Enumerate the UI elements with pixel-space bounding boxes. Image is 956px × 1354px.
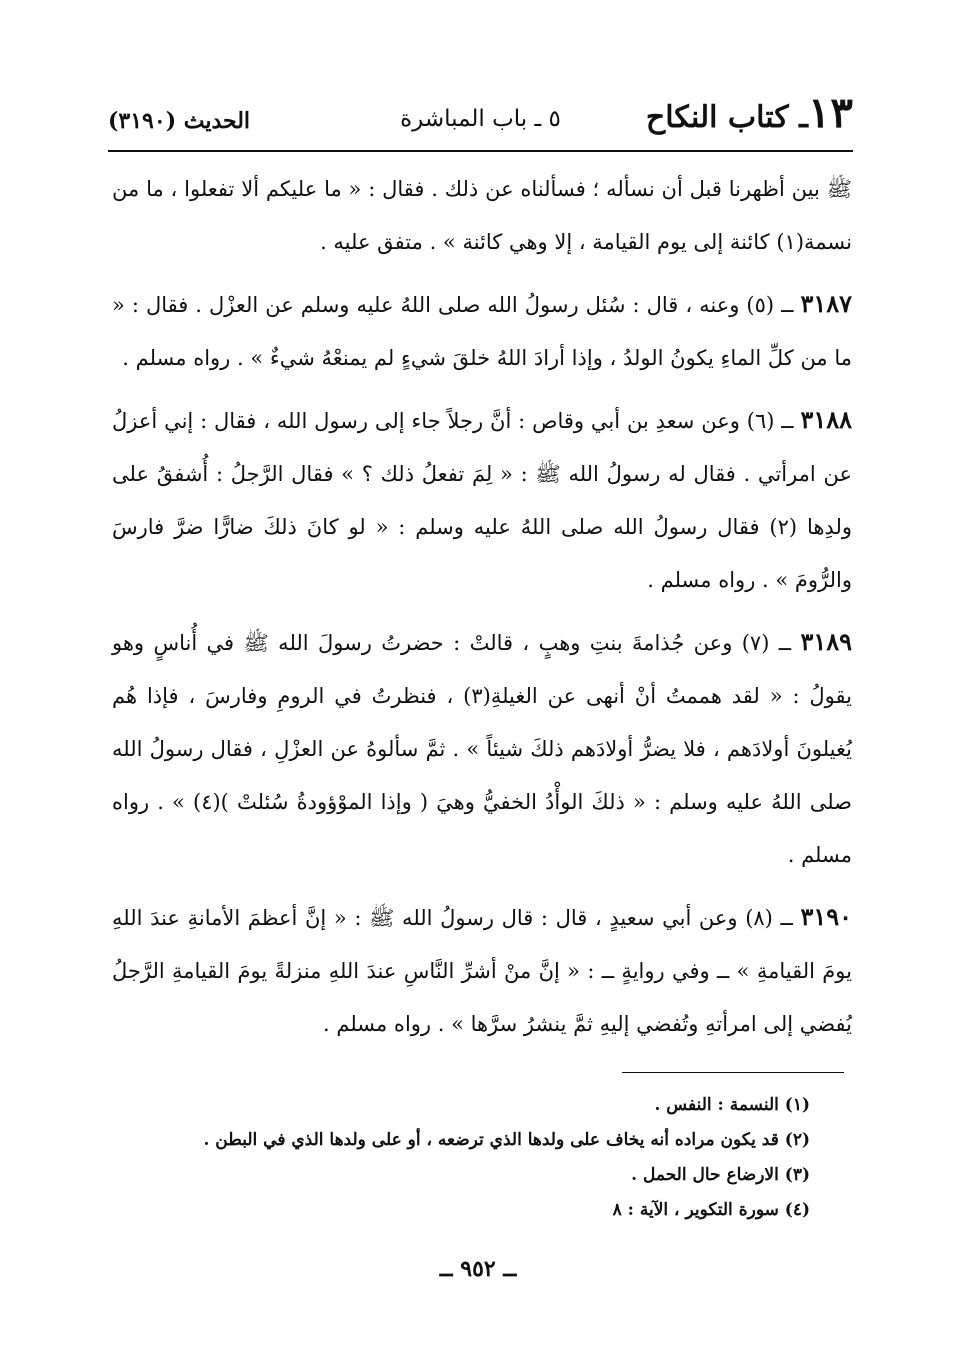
header-divider: [108, 150, 853, 152]
footnotes: [150, 1088, 810, 1228]
hadith-number: ٣١٨٨: [800, 405, 852, 434]
chapter-number: ١٣: [807, 88, 853, 137]
footnote-item: (٢) قد يكون مراده أنه يخاف على ولدها الذي ترضعه ، أو على ولدها الذي في البطن .: [203, 1130, 810, 1150]
page-header: [108, 88, 853, 150]
section-title: ٥ ـ باب المباشرة: [400, 106, 561, 132]
hadith-range: الحديث (٣١٩٠): [108, 108, 251, 134]
chapter-title: ـ كتاب النكاح: [645, 100, 808, 135]
footnote-item: (٣) الارضاع حال الحمل .: [631, 1165, 810, 1185]
footnote-divider: [622, 1072, 844, 1073]
hadith-number: ٣١٩٠: [800, 902, 852, 931]
paragraph-text: ــ (٨) وعن أبي سعيدٍ ، قال : قال رسولُ الله ﷺ : « إنَّ أعظمَ الأمانةِ عندَ اللهِ يومَ القيامةِ » ــ وفي روايةٍ ــ : « إنَّ منْ أشرِّ النَّاسِ عندَ اللهِ منزلةً يومَ القيامةِ الرَّجلُ يُفضي إلى امرأتهِ وتُفضي إليهِ ثمَّ ينشرُ سرَّها » . رواه مسلم .: [112, 906, 852, 1036]
footnote-item: (٤) سورة التكوير ، الآية : ٨: [612, 1200, 810, 1220]
main-text: [112, 163, 852, 1059]
footnote-item: (١) النسمة : النفس .: [654, 1095, 810, 1115]
hadith-number: ٣١٨٩: [800, 627, 852, 656]
hadith-3187: [112, 277, 852, 385]
paragraph-continuation: [112, 163, 852, 269]
paragraph-text: ــ (٧) وعن جُذامةَ بنتِ وهبٍ ، قالتْ : حضرتُ رسولَ الله ﷺ في أُناسٍ وهو يقولُ : « لقد هممتُ أنْ أنهى عن الغيلةِ(٣) ، فنظرتُ في الرومِ وفارسَ ، فإذا هُم يُغيلونَ أولادَهم ، فلا يضرُّ أولادَهم ذلكَ شيئاً » . ثمَّ سألوهُ عن العزْلِ ، فقال رسولُ الله صلى اللهُ عليه وسلم : « ذلكَ الوأْدُ الخفيُّ وهيَ ( وإذا الموْؤودةُ سُئلتْ )(٤) » . رواه مسلم .: [112, 631, 852, 867]
hadith-3190: [112, 890, 852, 1051]
paragraph-text: ﷺ بين أظهرنا قبل أن نسأله ؛ فسألناه عن ذلك . فقال : « ما عليكم ألا تفعلوا ، ما من نسمة(١) كائنة إلى يوم القيامة ، إلا وهي كائنة » . متفق عليه .: [112, 177, 852, 254]
page-number: ــ ٩٥٢ ــ: [439, 1256, 517, 1282]
hadith-3188: [112, 393, 852, 607]
paragraph-text: ــ (٥) وعنه ، قال : سُئل رسولُ الله صلى اللهُ عليه وسلم عن العزْل . فقال : « ما من كلِّ الماءِ يكونُ الولدُ ، وإذا أرادَ اللهُ خلقَ شيءٍ لم يمنعْهُ شيءٌ » . رواه مسلم .: [112, 293, 852, 370]
paragraph-text: ــ (٦) وعن سعدِ بن أبي وقاص : أنَّ رجلاً جاء إلى رسول الله ، فقال : إني أعزلُ عن امرأتي . فقال له رسولُ الله ﷺ : « لِمَ تفعلُ ذلك ؟ » فقال الرَّجلُ : أُشفقُ على ولدِها (٢) فقال رسولُ الله صلى اللهُ عليه وسلم : « لو كانَ ذلكَ ضارًّا ضرَّ فارسَ والرُّومَ » . رواه مسلم .: [112, 409, 852, 592]
hadith-number: ٣١٨٧: [800, 289, 852, 318]
hadith-3189: [112, 615, 852, 882]
